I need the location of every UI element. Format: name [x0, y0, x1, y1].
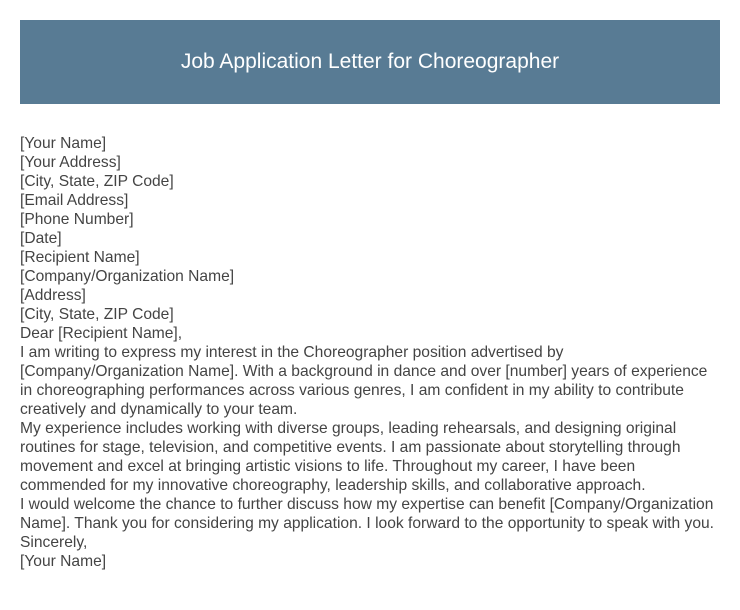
- recipient-name: [Recipient Name]: [20, 249, 140, 266]
- page-title: Job Application Letter for Choreographer: [180, 50, 560, 73]
- sender-block: [20, 134, 722, 229]
- sender-phone: [Phone Number]: [20, 211, 134, 228]
- letter-date: [Date]: [20, 230, 62, 247]
- letter-header: [20, 20, 720, 104]
- recipient-block: [20, 248, 722, 324]
- sender-city-state-zip: [City, State, ZIP Code]: [20, 173, 174, 190]
- recipient-organization: [Company/Organization Name]: [20, 268, 235, 285]
- paragraph-closing: I would welcome the chance to further discuss how my expertise can benefit [Company/Organization Name]. Thank you for considering my application. I look forward to the opportunity to speak with you.: [20, 496, 714, 532]
- salutation: Dear [Recipient Name],: [20, 325, 183, 342]
- sender-address: [Your Address]: [20, 154, 121, 171]
- recipient-address: [Address]: [20, 287, 86, 304]
- recipient-city-state-zip: [City, State, ZIP Code]: [20, 306, 174, 323]
- sender-name: [Your Name]: [20, 135, 107, 152]
- sender-email: [Email Address]: [20, 192, 129, 209]
- paragraph-introduction: I am writing to express my interest in the Choreographer position advertised by [Company/Organization Name]. With a background in dance and over [number] years of experience in choreographing performances across various genres, I am confident in my ability to contribute creatively and dynamically to your team.: [20, 344, 708, 418]
- signature: [Your Name]: [20, 553, 107, 570]
- closing: Sincerely,: [20, 534, 88, 551]
- paragraph-experience: My experience includes working with diverse groups, leading rehearsals, and designing original routines for stage, television, and competitive events. I am passionate about storytelling through movement and excel at bringing artistic visions to life. Throughout my career, I have been commended for my innovative choreography, leadership skills, and collaborative approach.: [20, 420, 681, 494]
- letter-body: [20, 134, 722, 571]
